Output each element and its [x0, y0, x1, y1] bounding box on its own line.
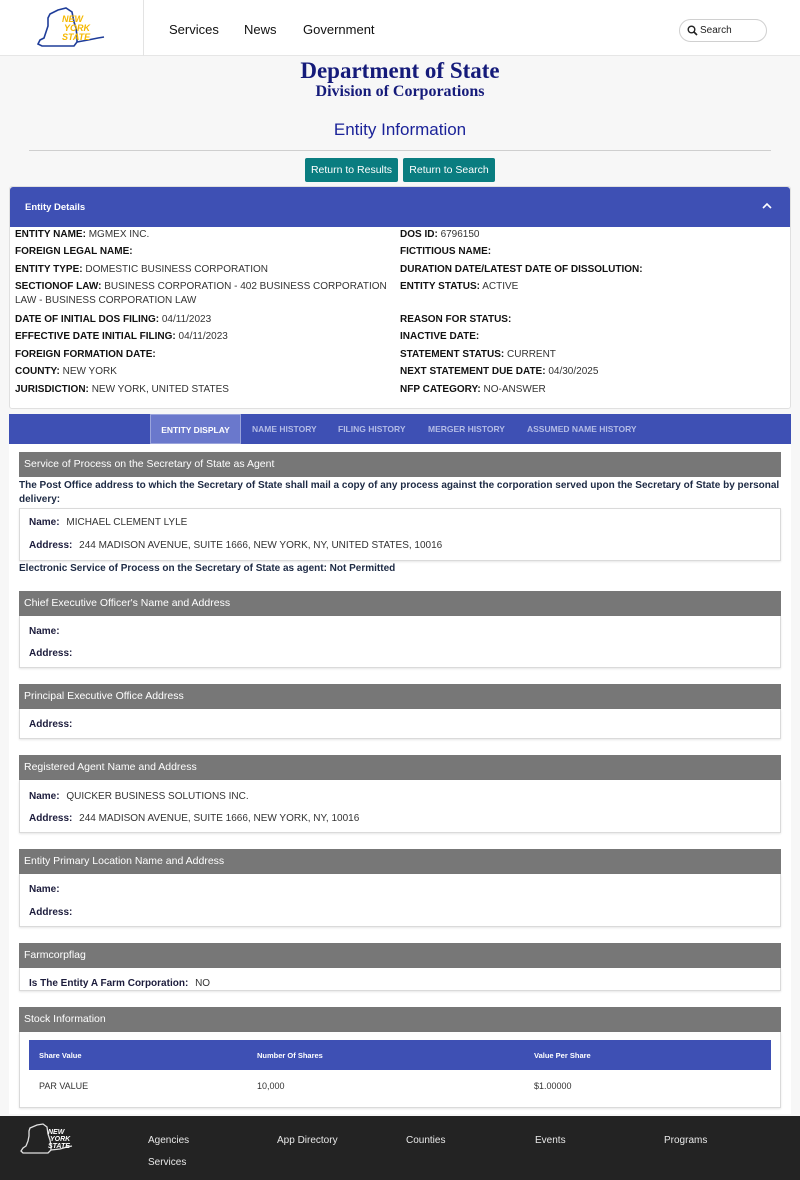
detail-fictitious-name: FICTITIOUS NAME:	[400, 246, 492, 257]
department-title: Department of State	[300, 58, 500, 83]
footer-link-agencies[interactable]: Agencies	[148, 1135, 190, 1146]
nav-government[interactable]: Government	[303, 22, 375, 37]
detail-entity-type: ENTITY TYPE: DOMESTIC BUSINESS CORPORATION	[15, 264, 269, 275]
service-of-process-note: The Post Office address to which the Secretary of State shall mail a copy of any process against the corporation served upon the Secretary of State by personal delivery:	[19, 480, 780, 505]
registered-agent-body	[19, 780, 781, 833]
service-of-process-body	[19, 508, 781, 561]
footer-link-counties[interactable]: Counties	[406, 1135, 446, 1146]
return-to-search-button[interactable]: Return to Search	[403, 158, 495, 182]
col-value-per-share: Value Per Share	[534, 1051, 591, 1060]
tab-filing-history[interactable]: FILING HISTORY	[338, 424, 406, 434]
sop-name: Name: MICHAEL CLEMENT LYLE	[29, 517, 188, 528]
site-footer	[0, 1116, 800, 1180]
nav-services[interactable]: Services	[169, 22, 219, 37]
detail-reason-for-status: REASON FOR STATUS:	[400, 314, 512, 325]
footer-link-events[interactable]: Events	[535, 1135, 566, 1146]
search-button[interactable]	[679, 19, 767, 42]
search-label: Search	[700, 25, 732, 36]
svg-text:STATE: STATE	[48, 1143, 70, 1150]
svg-text:YORK: YORK	[64, 23, 91, 33]
stock-info-heading: Stock Information	[19, 1007, 781, 1032]
agent-address: Address: 244 MADISON AVENUE, SUITE 1666, NEW YORK, NY, 10016	[29, 813, 360, 824]
return-to-results-button[interactable]: Return to Results	[305, 158, 398, 182]
nys-footer-logo-icon[interactable]	[20, 1122, 74, 1158]
chevron-up-icon[interactable]	[762, 202, 772, 210]
divider	[29, 150, 771, 151]
primary-location-address: Address:	[29, 907, 73, 918]
registered-agent-heading: Registered Agent Name and Address	[19, 755, 781, 780]
ceo-address: Address:	[29, 648, 73, 659]
primary-location-heading: Entity Primary Location Name and Address	[19, 849, 781, 874]
detail-duration-date: DURATION DATE/LATEST DATE OF DISSOLUTION:	[400, 264, 643, 275]
nys-logo-link[interactable]	[0, 0, 144, 56]
detail-nfp-category: NFP CATEGORY: NO-ANSWER	[400, 384, 546, 395]
detail-effective-date: EFFECTIVE DATE INITIAL FILING: 04/11/2023	[15, 331, 228, 342]
tab-entity-display[interactable]: ENTITY DISPLAY	[150, 414, 241, 444]
stock-table-header	[29, 1040, 771, 1070]
principal-office-heading: Principal Executive Office Address	[19, 684, 781, 709]
tab-merger-history[interactable]: MERGER HISTORY	[428, 424, 505, 434]
detail-jurisdiction: JURISDICTION: NEW YORK, UNITED STATES	[15, 384, 229, 395]
service-of-process-heading: Service of Process on the Secretary of State as Agent	[19, 452, 781, 477]
ceo-heading: Chief Executive Officer's Name and Address	[19, 591, 781, 616]
entity-details-heading: Entity Details	[25, 202, 86, 213]
tab-name-history[interactable]: NAME HISTORY	[252, 424, 317, 434]
detail-entity-name: ENTITY NAME: MGMEX INC.	[15, 229, 150, 240]
entity-details-header[interactable]	[10, 187, 790, 227]
footer-link-services[interactable]: Services	[148, 1157, 187, 1168]
stock-share-value: PAR VALUE	[39, 1081, 89, 1091]
svg-text:NEW: NEW	[48, 1129, 65, 1136]
detail-dos-id: DOS ID: 6796150	[400, 229, 480, 240]
ceo-body	[19, 616, 781, 668]
history-tab-bar	[9, 414, 791, 444]
detail-foreign-formation-date: FOREIGN FORMATION DATE:	[15, 349, 156, 360]
farmcorp-heading: Farmcorpflag	[19, 943, 781, 968]
top-navigation	[0, 0, 800, 56]
detail-next-statement-due: NEXT STATEMENT DUE DATE: 04/30/2025	[400, 366, 599, 377]
svg-text:NEW: NEW	[62, 14, 83, 24]
agent-name: Name: QUICKER BUSINESS SOLUTIONS INC.	[29, 791, 249, 802]
col-number-of-shares: Number Of Shares	[257, 1051, 323, 1060]
col-share-value: Share Value	[39, 1051, 82, 1060]
farm-corporation-flag: Is The Entity A Farm Corporation: NO	[29, 978, 211, 989]
primary-location-name: Name:	[29, 884, 60, 895]
stock-number-of-shares: 10,000	[257, 1081, 285, 1091]
footer-link-programs[interactable]: Programs	[664, 1135, 708, 1146]
sop-address: Address: 244 MADISON AVENUE, SUITE 1666, NEW YORK, NY, UNITED STATES, 10016	[29, 540, 443, 551]
principal-office-body	[19, 709, 781, 739]
principal-office-address: Address:	[29, 719, 73, 730]
nav-news[interactable]: News	[244, 22, 277, 37]
detail-county: COUNTY: NEW YORK	[15, 366, 117, 377]
svg-text:STATE: STATE	[62, 32, 91, 42]
detail-statement-status: STATEMENT STATUS: CURRENT	[400, 349, 556, 360]
detail-entity-status: ENTITY STATUS: ACTIVE	[400, 281, 519, 292]
detail-inactive-date: INACTIVE DATE:	[400, 331, 480, 342]
electronic-service-note: Electronic Service of Process on the Secretary of State as agent: Not Permitted	[19, 563, 396, 574]
division-title: Division of Corporations	[315, 83, 485, 100]
nys-logo-icon	[36, 6, 108, 52]
detail-foreign-legal-name: FOREIGN LEGAL NAME:	[15, 246, 133, 257]
search-icon	[687, 25, 698, 36]
ceo-name: Name:	[29, 626, 60, 637]
page-title: Entity Information	[333, 120, 467, 139]
detail-section-of-law: SECTIONOF LAW: BUSINESS CORPORATION - 402 BUSINESS CORPORATION LAW - BUSINESS CORPORATION LAW	[15, 281, 387, 306]
footer-link-app-directory[interactable]: App Directory	[277, 1135, 338, 1146]
svg-text:YORK: YORK	[50, 1136, 71, 1143]
primary-location-body	[19, 874, 781, 927]
stock-value-per-share: $1.00000	[534, 1081, 572, 1091]
detail-initial-dos-filing: DATE OF INITIAL DOS FILING: 04/11/2023	[15, 314, 212, 325]
tab-assumed-name-history[interactable]: ASSUMED NAME HISTORY	[527, 424, 637, 434]
